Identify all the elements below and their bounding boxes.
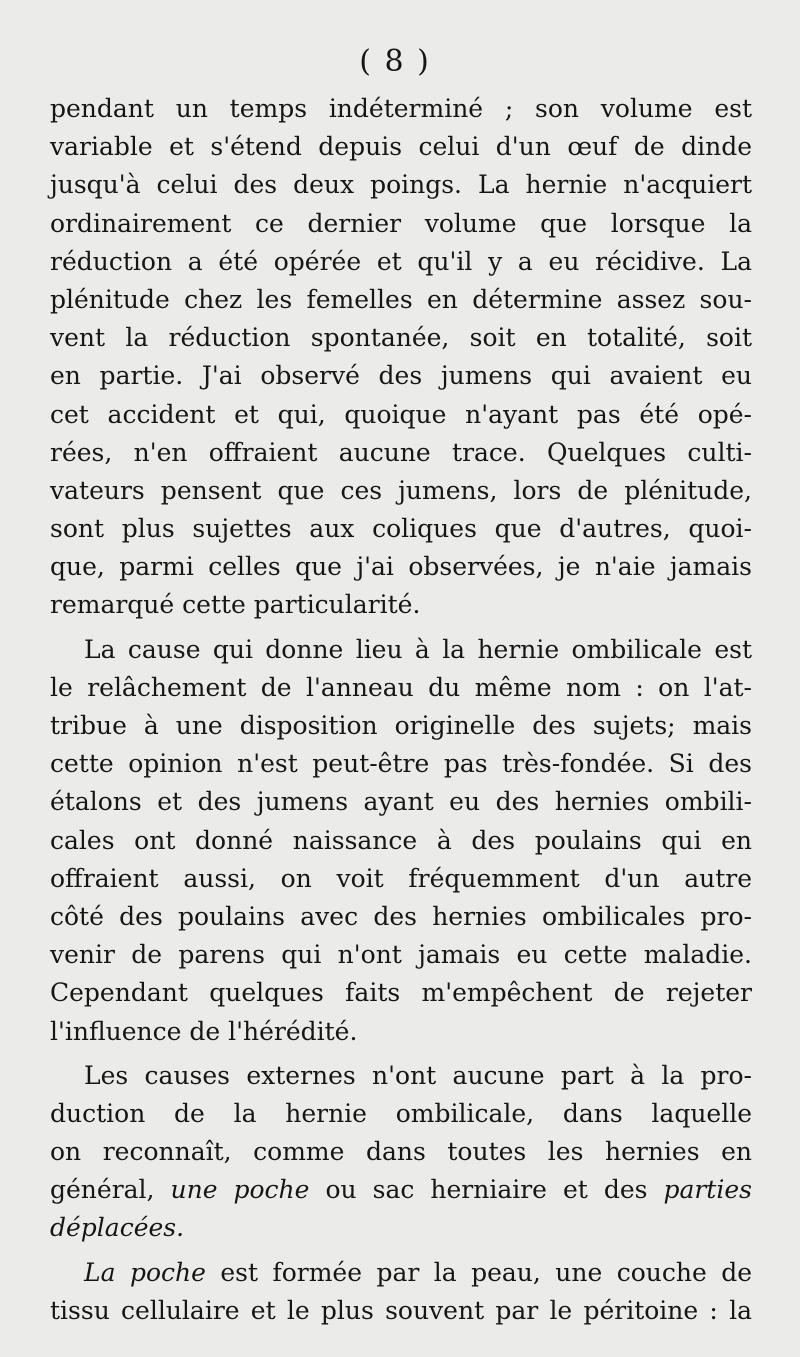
italic-text-run: parties <box>663 1175 752 1205</box>
body-text <box>50 90 752 1330</box>
text-line: offraient aussi, on voit fréquemment d'un autre <box>50 863 752 893</box>
text-line: rées, n'en offraient aucune trace. Quelques culti- <box>50 437 752 467</box>
paragraph-2 <box>50 631 752 1051</box>
text-line <box>50 1171 752 1209</box>
text-line: Les causes externes n'ont aucune part à la pro- <box>84 1060 752 1090</box>
text-line: tissu cellulaire et le plus souvent par le péritoine : la <box>50 1295 752 1325</box>
text-line: pendant un temps indéterminé ; son volume est <box>50 94 752 123</box>
text-line <box>50 1254 752 1292</box>
paragraph-1 <box>50 90 752 625</box>
text-line: vent la réduction spontanée, soit en totalité, soit <box>50 323 752 353</box>
text-line: que, parmi celles que j'ai observées, je n'aie jamais <box>50 552 752 582</box>
text-line: La cause qui donne lieu à la hernie ombilicale est <box>84 634 752 664</box>
text-run: général, <box>50 1175 171 1205</box>
text-line: sont plus sujettes aux coliques que d'autres, quoi- <box>50 514 752 544</box>
text-line: côté des poulains avec des hernies ombilicales pro- <box>50 901 752 931</box>
text-line: tribue à une disposition originelle des sujets; mais <box>50 711 752 740</box>
paragraph-4 <box>50 1254 752 1330</box>
text-line: venir de parens qui n'ont jamais eu cette maladie. <box>50 940 752 970</box>
text-line: l'influence de l'hérédité. <box>50 1016 358 1046</box>
text-line: remarqué cette particularité. <box>50 590 421 620</box>
italic-text-run: une poche <box>170 1175 310 1205</box>
text-line: cette opinion n'est peut-être pas très-fondée. Si des <box>50 749 752 779</box>
text-line: en partie. J'ai observé des jumens qui avaient eu <box>50 361 752 391</box>
text-line: étalons et des jumens ayant eu des hernies ombili- <box>50 787 752 817</box>
text-line: réduction a été opérée et qu'il y a eu récidive. La <box>50 246 752 276</box>
text-line: jusqu'à celui des deux poings. La hernie n'acquiert <box>50 170 752 200</box>
text-run: est formée par la peau, une couche de <box>205 1257 753 1287</box>
text-line: plénitude chez les femelles en détermine assez sou- <box>50 284 752 314</box>
text-run: ou sac herniaire et des <box>309 1175 664 1205</box>
text-line: Cependant quelques faits m'empêchent de rejeter <box>50 978 752 1008</box>
text-line: ordinairement ce dernier volume que lorsque la <box>50 208 752 238</box>
text-line: le relâchement de l'anneau du même nom : on l'at- <box>50 672 752 702</box>
paragraph-3 <box>50 1057 752 1248</box>
text-line: cet accident et qui, quoique n'ayant pas été opé- <box>50 399 752 429</box>
italic-text-run: La poche <box>84 1257 206 1287</box>
page-number: ( 8 ) <box>359 44 431 79</box>
text-line: variable et s'étend depuis celui d'un œuf de dinde <box>50 132 752 162</box>
text-line: cales ont donné naissance à des poulains qui en <box>50 825 752 855</box>
text-line: duction de la hernie ombilicale, dans laquelle <box>50 1098 752 1128</box>
text-line: on reconnaît, comme dans toutes les hernies en <box>50 1137 752 1167</box>
text-line: déplacées. <box>50 1213 185 1243</box>
text-line: vateurs pensent que ces jumens, lors de plénitude, <box>50 475 752 505</box>
